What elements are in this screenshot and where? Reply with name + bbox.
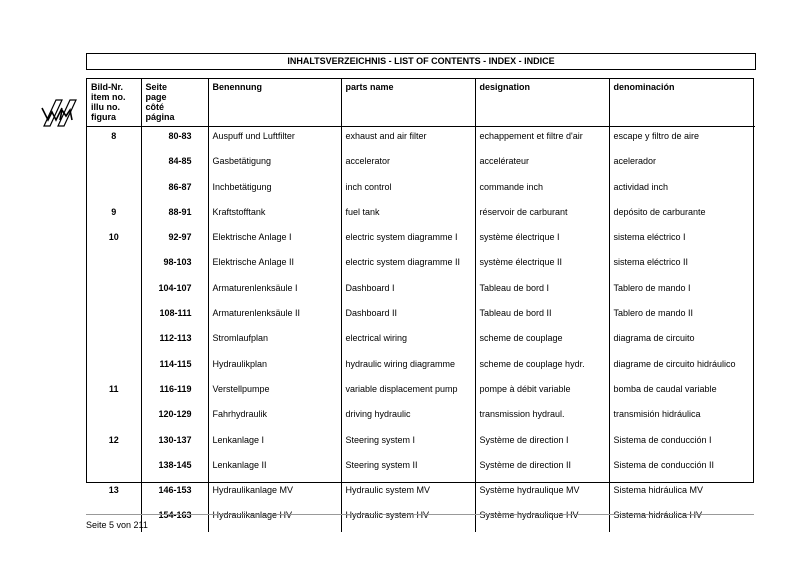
spanish-name-cell: diagrama de circuito (609, 329, 755, 354)
spanish-name-cell: sistema eléctrico II (609, 253, 755, 278)
french-name-cell: pompe à débit variable (475, 380, 609, 405)
table-body (87, 127, 755, 532)
spanish-name-cell: Tablero de mando I (609, 279, 755, 304)
english-name-cell: exhaust and air filter (341, 127, 475, 153)
german-name-cell: Elektrische Anlage II (208, 253, 341, 278)
figure-number-cell (87, 405, 141, 430)
german-name-cell: Hydraulikplan (208, 355, 341, 380)
page-range-cell: 120-129 (141, 405, 208, 430)
english-name-cell: Steering system II (341, 456, 475, 481)
header-english: parts name (341, 79, 475, 127)
header-german: Benennung (208, 79, 341, 127)
spanish-name-cell: transmisión hidráulica (609, 405, 755, 430)
spanish-name-cell: sistema eléctrico I (609, 228, 755, 253)
french-name-cell: Système hydraulique MV (475, 481, 609, 506)
table-row (87, 228, 755, 253)
page-range-cell: 112-113 (141, 329, 208, 354)
german-name-cell: Armaturenlenksäule I (208, 279, 341, 304)
header-page: Seite page côté página (141, 79, 208, 127)
figure-number-cell (87, 329, 141, 354)
spanish-name-cell: Sistema de conducción II (609, 456, 755, 481)
table-row (87, 405, 755, 430)
header-figure-number: Bild-Nr. item no. illu no. figura (87, 79, 141, 127)
page-range-cell: 138-145 (141, 456, 208, 481)
german-name-cell: Inchbetätigung (208, 178, 341, 203)
spanish-name-cell: Sistema de conducción I (609, 431, 755, 456)
english-name-cell: hydraulic wiring diagramme (341, 355, 475, 380)
english-name-cell: electrical wiring (341, 329, 475, 354)
english-name-cell: variable displacement pump (341, 380, 475, 405)
english-name-cell: fuel tank (341, 203, 475, 228)
french-name-cell: echappement et filtre d'air (475, 127, 609, 153)
figure-number-cell: 13 (108, 485, 119, 496)
german-name-cell: Armaturenlenksäule II (208, 304, 341, 329)
header-spanish: denominación (609, 79, 755, 127)
french-name-cell: Tableau de bord I (475, 279, 609, 304)
german-name-cell: Hydraulikanlage MV (208, 481, 341, 506)
page-range-cell: 116-119 (141, 380, 208, 405)
french-name-cell: scheme de couplage hydr. (475, 355, 609, 380)
figure-number-cell: 12 (108, 434, 119, 445)
german-name-cell: Kraftstofftank (208, 203, 341, 228)
table-row (87, 178, 755, 203)
page-range-cell: 80-83 (141, 127, 208, 153)
spanish-name-cell: Sistema hidráulica MV (609, 481, 755, 506)
french-name-cell: Système de direction II (475, 456, 609, 481)
spanish-name-cell: depósito de carburante (609, 203, 755, 228)
spanish-name-cell: Tablero de mando II (609, 304, 755, 329)
french-name-cell: réservoir de carburant (475, 203, 609, 228)
table-row (87, 506, 755, 531)
french-name-cell: Tableau de bord II (475, 304, 609, 329)
english-name-cell: Hydraulic system HV (341, 506, 475, 531)
figure-number-cell: 9 (111, 206, 117, 217)
figure-number-cell (87, 456, 141, 481)
english-name-cell: driving hydraulic (341, 405, 475, 430)
german-name-cell: Verstellpumpe (208, 380, 341, 405)
french-name-cell: transmission hydraul. (475, 405, 609, 430)
page-range-cell: 146-153 (141, 481, 208, 506)
company-logo-icon (38, 96, 80, 132)
spanish-name-cell: bomba de caudal variable (609, 380, 755, 405)
table-row (87, 304, 755, 329)
footer-divider (86, 514, 754, 515)
french-name-cell: système électrique I (475, 228, 609, 253)
figure-number-cell (87, 355, 141, 380)
page-range-cell: 84-85 (141, 152, 208, 177)
page-range-cell: 130-137 (141, 431, 208, 456)
contents-table-frame (86, 78, 754, 521)
page-range-cell: 114-115 (141, 355, 208, 380)
english-name-cell: inch control (341, 178, 475, 203)
english-name-cell: electric system diagramme II (341, 253, 475, 278)
german-name-cell: Fahrhydraulik (208, 405, 341, 430)
french-name-cell: système électrique II (475, 253, 609, 278)
german-name-cell: Hydraulikanlage HV (208, 506, 341, 531)
page-range-cell: 88-91 (141, 203, 208, 228)
table-row (87, 127, 755, 153)
table-row (87, 380, 755, 405)
figure-number-cell: 8 (111, 131, 117, 141)
figure-number-cell: 11 (108, 383, 119, 394)
table-row (87, 203, 755, 228)
german-name-cell: Stromlaufplan (208, 329, 341, 354)
english-name-cell: Steering system I (341, 431, 475, 456)
german-name-cell: Gasbetätigung (208, 152, 341, 177)
page-range-cell: 154-163 (141, 506, 208, 531)
page-range-cell: 98-103 (141, 253, 208, 278)
table-row (87, 152, 755, 177)
figure-number-cell (87, 304, 141, 329)
page-range-cell: 92-97 (141, 228, 208, 253)
figure-number-cell (87, 279, 141, 304)
figure-number-cell (87, 152, 141, 177)
document-title: INHALTSVERZEICHNIS - LIST OF CONTENTS - INDEX - INDICE (86, 53, 756, 70)
table-row (87, 355, 755, 380)
german-name-cell: Auspuff und Luftfilter (208, 127, 341, 153)
spanish-name-cell: diagrame de circuito hidráulico (609, 355, 755, 380)
french-name-cell: scheme de couplage (475, 329, 609, 354)
table-header-row (87, 79, 755, 127)
spanish-name-cell: actividad inch (609, 178, 755, 203)
french-name-cell: commande inch (475, 178, 609, 203)
french-name-cell: Système de direction I (475, 431, 609, 456)
contents-table (87, 79, 755, 532)
table-row (87, 431, 755, 456)
english-name-cell: Dashboard II (341, 304, 475, 329)
english-name-cell: Hydraulic system MV (341, 481, 475, 506)
table-row (87, 329, 755, 354)
french-name-cell: accelérateur (475, 152, 609, 177)
spanish-name-cell: Sistema hidráulica HV (609, 506, 755, 531)
figure-number-cell (87, 253, 141, 278)
page-range-cell: 86-87 (141, 178, 208, 203)
table-row (87, 481, 755, 506)
german-name-cell: Lenkanlage I (208, 431, 341, 456)
header-french: designation (475, 79, 609, 127)
logo-graphic (38, 96, 80, 132)
english-name-cell: Dashboard I (341, 279, 475, 304)
table-row (87, 253, 755, 278)
figure-number-cell (87, 178, 141, 203)
spanish-name-cell: escape y filtro de aire (609, 127, 755, 153)
table-row (87, 279, 755, 304)
page-range-cell: 108-111 (141, 304, 208, 329)
english-name-cell: accelerator (341, 152, 475, 177)
page-number: Seite 5 von 211 (86, 520, 148, 530)
french-name-cell: Système hydraulique HV (475, 506, 609, 531)
german-name-cell: Lenkanlage II (208, 456, 341, 481)
table-row (87, 456, 755, 481)
spanish-name-cell: acelerador (609, 152, 755, 177)
german-name-cell: Elektrische Anlage I (208, 228, 341, 253)
page-range-cell: 104-107 (141, 279, 208, 304)
english-name-cell: electric system diagramme I (341, 228, 475, 253)
figure-number-cell: 10 (108, 232, 119, 243)
